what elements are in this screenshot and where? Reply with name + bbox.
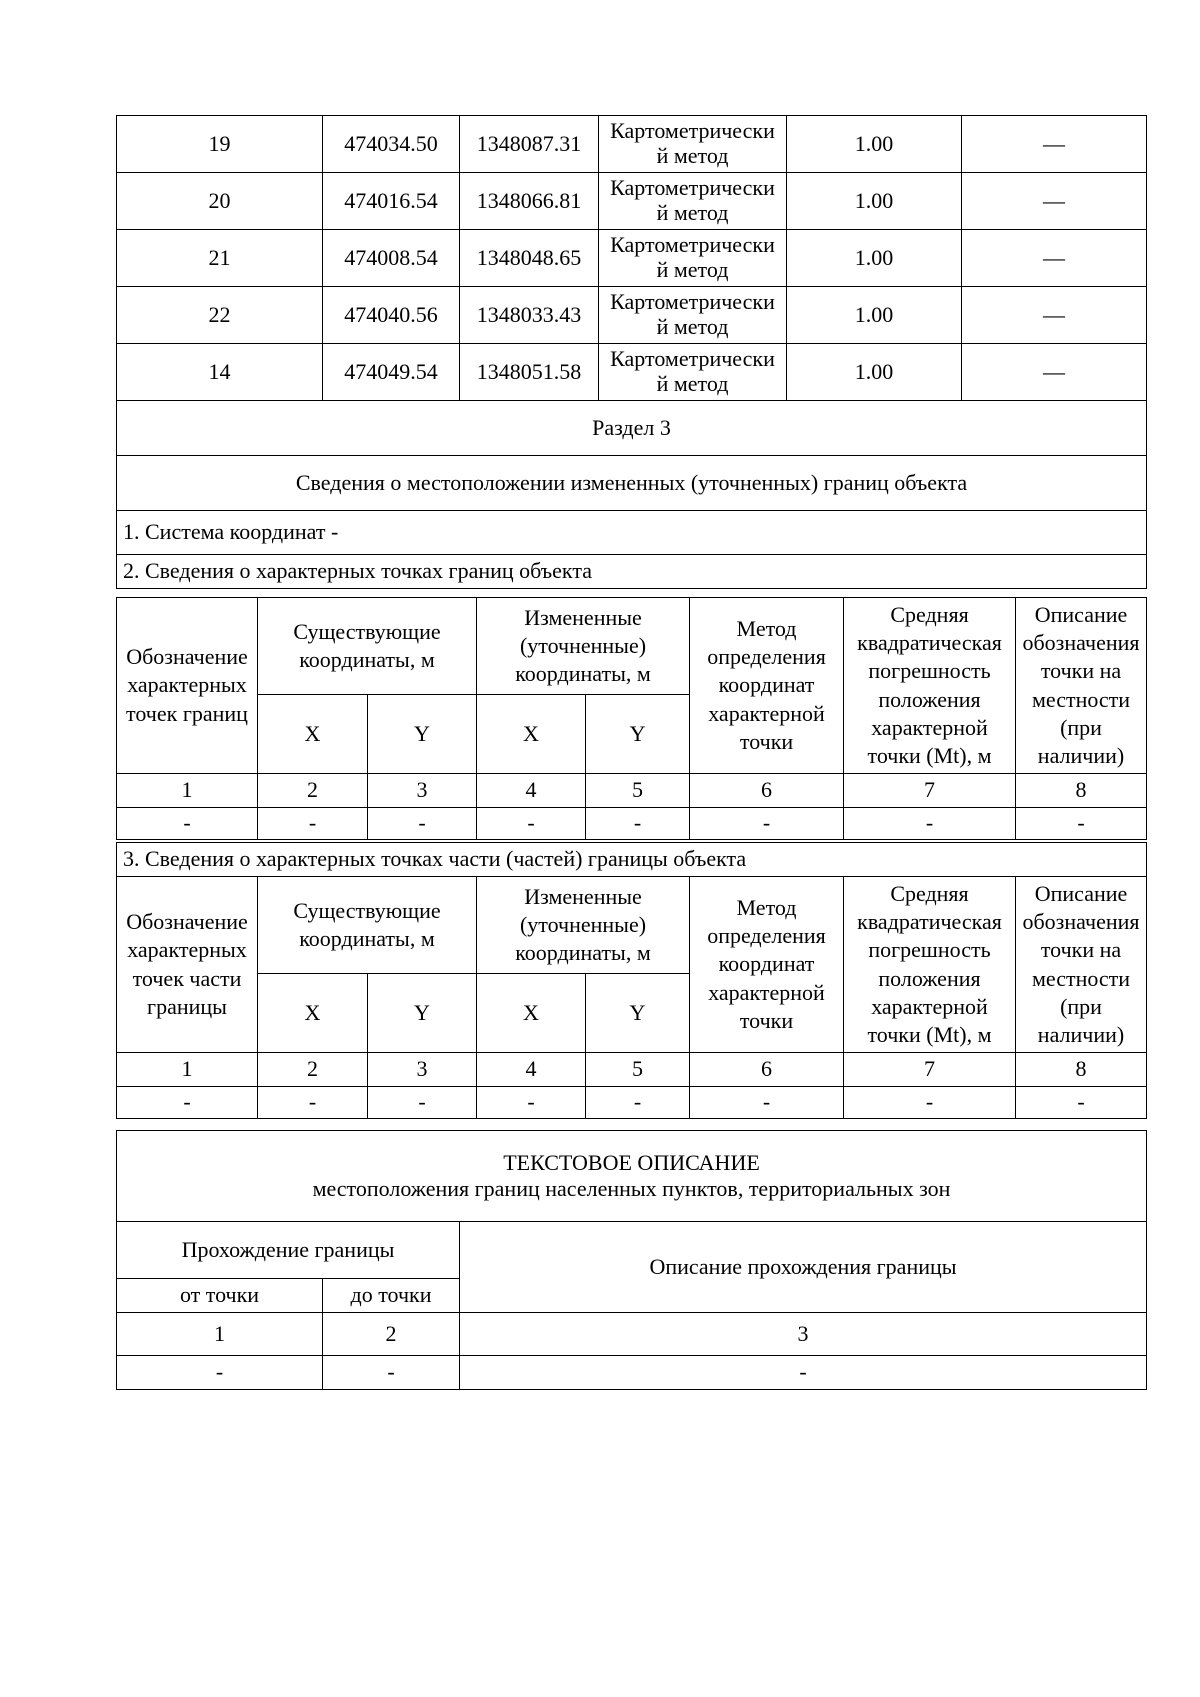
mt-value: 1.00 bbox=[787, 116, 962, 173]
dash-cell: - bbox=[477, 1087, 586, 1119]
dash-cell: - bbox=[477, 808, 586, 840]
num-cell: 6 bbox=[690, 774, 844, 808]
col-method: Метод определения координат характерной точки bbox=[690, 598, 844, 774]
method-line-1: Картометрически bbox=[610, 232, 775, 258]
text-description-header bbox=[117, 1131, 1147, 1222]
num-cell: 4 bbox=[477, 1053, 586, 1087]
dash-cell: - bbox=[117, 1087, 258, 1119]
coordinate-row bbox=[117, 116, 1147, 173]
method-line-1: Картометрически bbox=[610, 346, 775, 372]
point-number: 21 bbox=[117, 230, 323, 287]
num-cell: 3 bbox=[368, 774, 477, 808]
col-existing-coords: Существующие координаты, м bbox=[258, 598, 477, 695]
boundary-points-table bbox=[116, 597, 1147, 840]
coord-x: 474034.50 bbox=[323, 116, 460, 173]
num-cell: 6 bbox=[690, 1053, 844, 1087]
num-cell: 8 bbox=[1016, 1053, 1147, 1087]
col-x-changed: X bbox=[477, 974, 586, 1053]
text-description-subtitle: местоположения границ населенных пунктов, территориальных зон bbox=[312, 1176, 951, 1201]
col-mt: Средняя квадратическая погрешность положения характерной точки (Mt), м bbox=[844, 598, 1016, 774]
num-cell: 4 bbox=[477, 774, 586, 808]
coordinate-row bbox=[117, 344, 1147, 401]
part-points-title: 3. Сведения о характерных точках части (частей) границы объекта bbox=[117, 843, 1147, 877]
method-line-2: й метод bbox=[656, 257, 729, 282]
method-line-2: й метод bbox=[656, 314, 729, 339]
num-cell: 5 bbox=[586, 774, 690, 808]
coord-x: 474016.54 bbox=[323, 173, 460, 230]
coordinate-row bbox=[117, 287, 1147, 344]
col-to-point: до точки bbox=[323, 1279, 460, 1313]
text-description-table bbox=[116, 1130, 1147, 1390]
mt-value: 1.00 bbox=[787, 344, 962, 401]
points-title: 2. Сведения о характерных точках границ объекта bbox=[117, 555, 1147, 589]
col-from-point: от точки bbox=[117, 1279, 323, 1313]
point-number: 19 bbox=[117, 116, 323, 173]
coord-y: 1348033.43 bbox=[460, 287, 599, 344]
coord-y: 1348048.65 bbox=[460, 230, 599, 287]
point-number: 20 bbox=[117, 173, 323, 230]
coord-x: 474049.54 bbox=[323, 344, 460, 401]
description-value: — bbox=[962, 344, 1147, 401]
num-cell: 3 bbox=[460, 1313, 1147, 1356]
col-x-changed: X bbox=[477, 695, 586, 774]
num-cell: 2 bbox=[258, 774, 368, 808]
num-cell: 8 bbox=[1016, 774, 1147, 808]
col-y-existing: Y bbox=[368, 974, 477, 1053]
coordinates-table bbox=[116, 115, 1147, 589]
col-x-existing: X bbox=[258, 974, 368, 1053]
method-value bbox=[599, 173, 787, 230]
dash-cell: - bbox=[368, 1087, 477, 1119]
dash-cell: - bbox=[258, 1087, 368, 1119]
col-designation: Обозначение характерных точек части границы bbox=[117, 877, 258, 1053]
num-cell: 7 bbox=[844, 1053, 1016, 1087]
dash-cell: - bbox=[844, 808, 1016, 840]
method-value bbox=[599, 344, 787, 401]
mt-value: 1.00 bbox=[787, 230, 962, 287]
col-passage-description: Описание прохождения границы bbox=[460, 1222, 1147, 1313]
col-description: Описание обозначения точки на местности (при наличии) bbox=[1016, 598, 1147, 774]
description-value: — bbox=[962, 116, 1147, 173]
col-method: Метод определения координат характерной точки bbox=[690, 877, 844, 1053]
col-passage: Прохождение границы bbox=[117, 1222, 460, 1279]
coord-y: 1348051.58 bbox=[460, 344, 599, 401]
col-x-existing: X bbox=[258, 695, 368, 774]
dash-cell: - bbox=[690, 1087, 844, 1119]
dash-cell: - bbox=[323, 1356, 460, 1390]
method-line-1: Картометрически bbox=[610, 118, 775, 144]
col-changed-coords: Измененные (уточненные) координаты, м bbox=[477, 877, 690, 974]
section-title: Раздел 3 bbox=[117, 401, 1147, 456]
coord-y: 1348087.31 bbox=[460, 116, 599, 173]
section-subtitle: Сведения о местоположении измененных (уточненных) границ объекта bbox=[117, 456, 1147, 511]
dash-cell: - bbox=[117, 808, 258, 840]
col-y-changed: Y bbox=[586, 974, 690, 1053]
mt-value: 1.00 bbox=[787, 287, 962, 344]
method-value bbox=[599, 116, 787, 173]
num-cell: 2 bbox=[258, 1053, 368, 1087]
dash-cell: - bbox=[368, 808, 477, 840]
col-description: Описание обозначения точки на местности (при наличии) bbox=[1016, 877, 1147, 1053]
dash-cell: - bbox=[1016, 1087, 1147, 1119]
coordinate-row bbox=[117, 230, 1147, 287]
description-value: — bbox=[962, 287, 1147, 344]
dash-cell: - bbox=[844, 1087, 1016, 1119]
text-description-title: ТЕКСТОВОЕ ОПИСАНИЕ bbox=[503, 1149, 760, 1175]
col-y-changed: Y bbox=[586, 695, 690, 774]
method-line-1: Картометрически bbox=[610, 175, 775, 201]
dash-cell: - bbox=[117, 1356, 323, 1390]
method-line-2: й метод bbox=[656, 143, 729, 168]
dash-cell: - bbox=[460, 1356, 1147, 1390]
num-cell: 1 bbox=[117, 1313, 323, 1356]
num-cell: 1 bbox=[117, 774, 258, 808]
num-cell: 2 bbox=[323, 1313, 460, 1356]
num-cell: 3 bbox=[368, 1053, 477, 1087]
point-number: 14 bbox=[117, 344, 323, 401]
description-value: — bbox=[962, 173, 1147, 230]
col-y-existing: Y bbox=[368, 695, 477, 774]
dash-cell: - bbox=[690, 808, 844, 840]
method-line-2: й метод bbox=[656, 371, 729, 396]
point-number: 22 bbox=[117, 287, 323, 344]
dash-cell: - bbox=[258, 808, 368, 840]
dash-cell: - bbox=[586, 1087, 690, 1119]
dash-cell: - bbox=[1016, 808, 1147, 840]
coordinate-row bbox=[117, 173, 1147, 230]
coord-x: 474040.56 bbox=[323, 287, 460, 344]
description-value: — bbox=[962, 230, 1147, 287]
col-existing-coords: Существующие координаты, м bbox=[258, 877, 477, 974]
dash-cell: - bbox=[586, 808, 690, 840]
method-line-1: Картометрически bbox=[610, 289, 775, 315]
method-value bbox=[599, 230, 787, 287]
method-value bbox=[599, 287, 787, 344]
method-line-2: й метод bbox=[656, 200, 729, 225]
coord-y: 1348066.81 bbox=[460, 173, 599, 230]
coord-system: 1. Система координат - bbox=[117, 511, 1147, 555]
num-cell: 5 bbox=[586, 1053, 690, 1087]
num-cell: 7 bbox=[844, 774, 1016, 808]
num-cell: 1 bbox=[117, 1053, 258, 1087]
mt-value: 1.00 bbox=[787, 173, 962, 230]
part-boundary-points-table bbox=[116, 842, 1147, 1119]
coord-x: 474008.54 bbox=[323, 230, 460, 287]
col-changed-coords: Измененные (уточненные) координаты, м bbox=[477, 598, 690, 695]
col-mt: Средняя квадратическая погрешность положения характерной точки (Mt), м bbox=[844, 877, 1016, 1053]
col-designation: Обозначение характерных точек границ bbox=[117, 598, 258, 774]
